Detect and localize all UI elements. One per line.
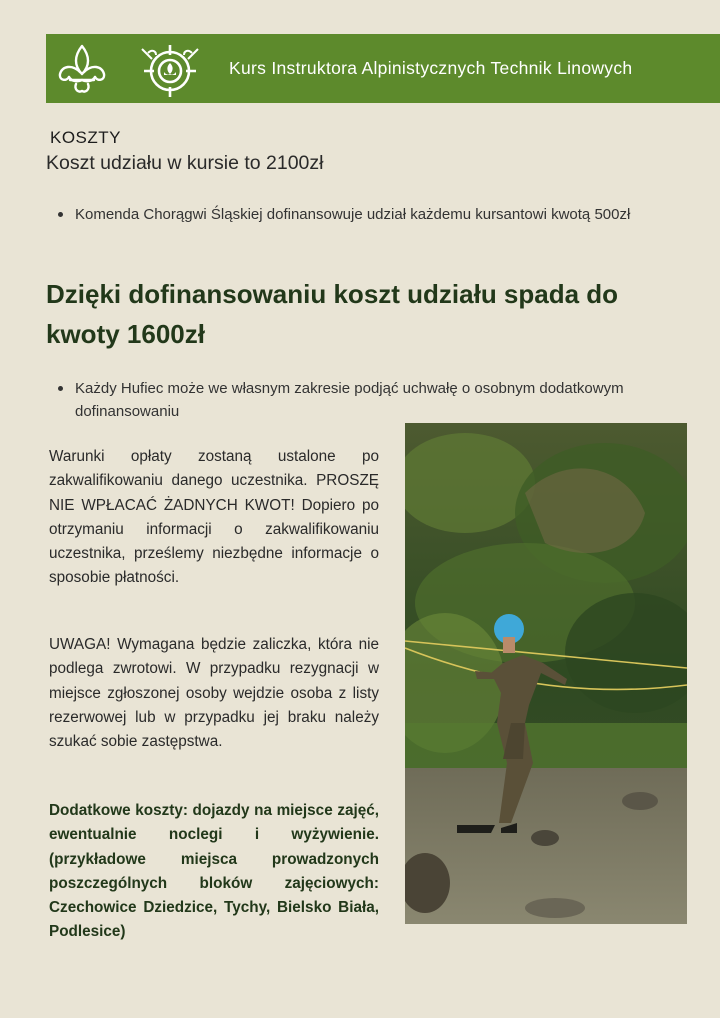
- crosshair-lily-badge-icon: [136, 39, 204, 99]
- highlight-heading: Dzięki dofinansowaniu koszt udziału spada do kwoty 1600zł: [46, 279, 619, 349]
- fleur-de-lis-icon: [54, 42, 110, 96]
- warning-paragraph: UWAGA! Wymagana będzie zaliczka, która nie podlega zwrotowi. W przypadku rezygnacji w miejsce zgłoszonej osoby wejdzie osoba z listy rezerwowej lub w przypadku jej braku należy szukać sobie zastępstwa.: [49, 636, 379, 751]
- climber-photo: [405, 423, 687, 924]
- costs-heading: KOSZTY: [50, 128, 122, 147]
- course-title: Kurs Instruktora Alpinistycznych Technik Linowych: [229, 58, 633, 78]
- list-item: Komenda Chorągwi Śląskiej dofinansowuje udział każdemu kursantowi kwotą 500zł: [46, 203, 666, 226]
- costs-subtitle: Koszt udziału w kursie to 2100zł: [46, 152, 324, 174]
- list-item: Każdy Hufiec może we własnym zakresie podjąć uchwałę o osobnym dodatkowym dofinansowaniu: [46, 377, 666, 423]
- header-banner: [46, 34, 720, 103]
- extra-costs-paragraph: Dodatkowe koszty: dojazdy na miejsce zajęć, ewentualnie noclegi i wyżywienie. (przykładowe miejsca prowadzonych poszczególnych bloków zajęciowych: Czechowice Dziedzice, Tychy, Bielsko Biała, Podlesice): [49, 802, 379, 941]
- bullet-list: [46, 203, 666, 226]
- payment-paragraph: Warunki opłaty zostaną ustalone po zakwalifikowaniu danego uczestnika. PROSZĘ NIE WPŁACAĆ ŻADNYCH KWOT! Dopiero po otrzymaniu informacji o zakwalifikowaniu uczestnika, prześlemy niezbędne informacje o sposobie płatności.: [49, 448, 379, 587]
- bullet-list: [46, 377, 666, 423]
